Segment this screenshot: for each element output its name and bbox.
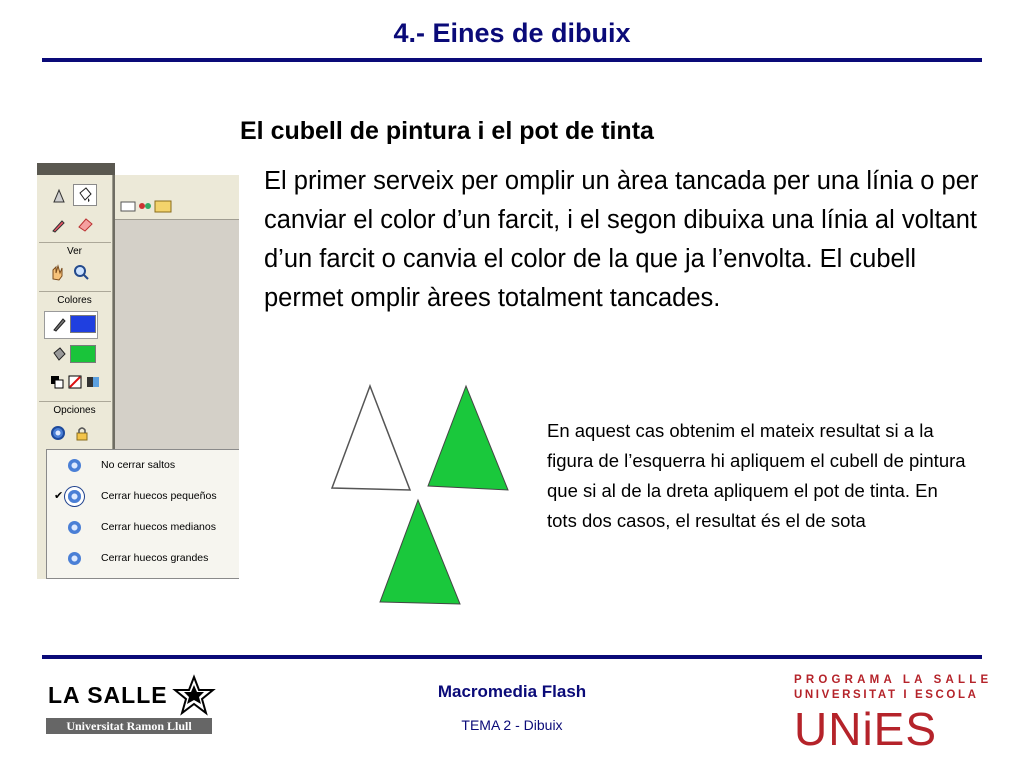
tools-separator	[39, 401, 111, 402]
gap-ring-icon	[68, 490, 81, 503]
hand-tool-icon[interactable]	[45, 261, 69, 283]
gap-option-no-close[interactable]	[47, 451, 239, 481]
footer-rule	[42, 655, 982, 659]
unies-logo-line1: PROGRAMA LA SALLE	[794, 674, 993, 686]
stage-toolbar	[115, 175, 239, 220]
zoom-tool-icon[interactable]	[69, 261, 93, 283]
gap-option-label: Cerrar huecos grandes	[101, 552, 209, 564]
eraser-tool-icon[interactable]	[73, 213, 97, 235]
gap-option-medium[interactable]	[47, 513, 239, 543]
unies-logo-mark: UNiES	[794, 703, 938, 755]
gap-option-small[interactable]	[47, 482, 239, 512]
filled-triangle-right	[428, 386, 508, 490]
gap-option-large[interactable]	[47, 544, 239, 574]
la-salle-logo	[46, 676, 216, 740]
star-icon	[172, 674, 216, 718]
stage-toolbar-icons	[115, 175, 239, 219]
gap-size-menu	[46, 449, 239, 579]
topic-name: TEMA 2 - Dibuix	[461, 717, 563, 733]
stroke-color-swatch[interactable]	[70, 315, 96, 333]
triangle-figures	[320, 378, 520, 610]
tools-separator	[39, 291, 111, 292]
gap-ring-icon	[68, 459, 81, 472]
fill-color-swatch[interactable]	[70, 345, 96, 363]
la-salle-logo-subtitle: Universitat Ramon Llull	[46, 718, 212, 734]
unies-logo	[794, 674, 993, 755]
side-paragraph: En aquest cas obtenim el mateix resultat si a la figura de l’esquerra hi apliquem el cubell de pintura que si al de la dreta apliquem el pot de tinta. En tots dos casos, el resultat és el de sota	[547, 420, 966, 531]
slide-title: 4.- Eines de dibuix	[393, 18, 631, 48]
swap-colors-icon[interactable]	[81, 371, 105, 393]
course-name: Macromedia Flash	[437, 682, 587, 701]
main-paragraph: El primer serveix per omplir un àrea tancada per una línia o per canviar el color d’un farcit, i el segon dibuixa una línia al voltant d’un farcit o canvia el color de la que ja l’envolta. El cubell permet omplir àrees totalment tancades.	[264, 167, 979, 312]
gap-option-label: Cerrar huecos medianos	[101, 521, 216, 533]
tools-separator	[39, 242, 111, 243]
pencil-stroke-icon	[47, 313, 71, 335]
gap-ring-icon	[68, 552, 81, 565]
lock-fill-icon[interactable]	[71, 422, 95, 444]
la-salle-logo-name: LA SALLE	[48, 682, 168, 708]
flash-toolbar-screenshot	[37, 163, 239, 579]
colors-section-label: Colores	[57, 295, 92, 306]
options-section-label: Opciones	[53, 405, 96, 416]
gap-option-label: Cerrar huecos pequeños	[101, 490, 217, 502]
unies-logo-line2: UNIVERSITAT I ESCOLA	[794, 689, 979, 701]
toolbar-top-strip	[37, 163, 115, 175]
filled-triangle-result	[380, 500, 460, 604]
fill-bucket-icon	[47, 343, 71, 365]
section-subtitle: El cubell de pintura i el pot de tinta	[240, 117, 654, 145]
check-icon: ✔	[54, 490, 64, 502]
header-rule	[42, 58, 982, 62]
paint-bucket-tool-icon[interactable]	[73, 184, 97, 206]
eyedropper-tool-icon[interactable]	[47, 213, 71, 235]
view-section-label: Ver	[66, 246, 82, 257]
outline-triangle	[332, 386, 410, 490]
ink-bottle-tool-icon[interactable]	[47, 185, 71, 207]
gap-option-label: No cerrar saltos	[101, 459, 176, 471]
gap-ring-icon	[68, 521, 81, 534]
gap-size-icon[interactable]	[47, 422, 71, 444]
